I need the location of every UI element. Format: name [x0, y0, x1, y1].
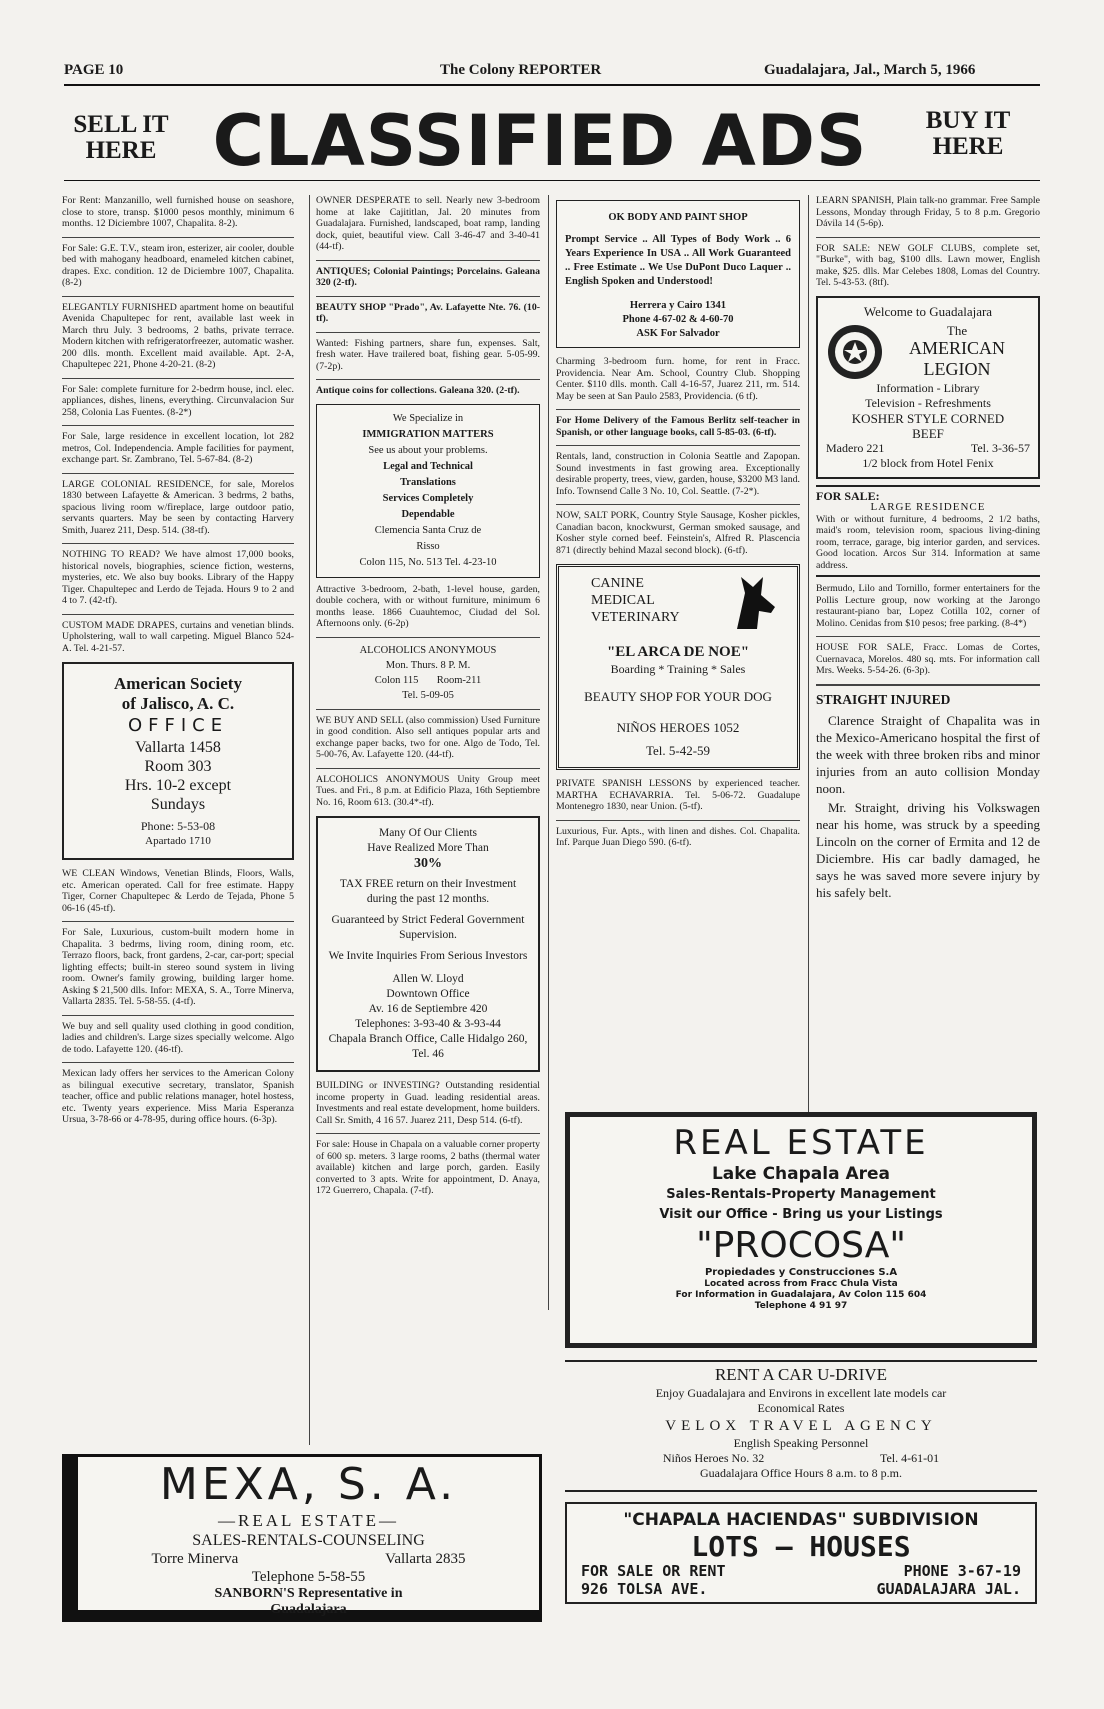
imm-line: Risso — [416, 540, 440, 552]
aa-address: Colon 115 — [374, 674, 419, 686]
legion-welcome: Welcome to Guadalajara — [863, 303, 993, 319]
article-paragraph: Mr. Straight, driving his Volkswagen near his home, was struck by a speeding Lincoln on the corner of Ermita and 12 de Diciembre. His car badly damaged, he says he was saved more severe injury by his safely belt. — [816, 799, 1040, 900]
society-hours: Hrs. 10-2 except — [124, 777, 232, 794]
society-hours-2: Sundays — [150, 796, 206, 813]
legion-legion: LEGION — [923, 359, 991, 379]
american-legion-ad — [816, 296, 1040, 479]
inv-branch: Chapala Branch Office, Calle Hidalgo 260, Tel. 46 — [328, 1033, 528, 1060]
classified-ad: For Sale: G.E. T.V., steam iron, esterizer, air cooler, double bed with mahogany headboard, enameled kitchen cabinet, drapes. Exc. condition. 12 de Diciembre 1007, Chapalita. (8-2) — [62, 242, 294, 288]
chapala-lots: LOTS — HOUSES — [691, 1530, 911, 1563]
classified-ad: Bermudo, Lilo and Tornillo, former entertainers for the Pollis Lecture group, now working at the Jarongo restaurant-piano bar, Lopez Cotilla 102, corner of Molino. Cenidas from $10 pesos; free parking. (8-4*) — [816, 583, 1040, 629]
classified-ad: HOUSE FOR SALE, Fracc. Lomas de Cortes, Cuernavaca, Morelos. 480 sq. mts. For information call Mrs. Weeks. 5-54-26. (6-3p). — [816, 642, 1040, 676]
society-office-label: OFFICE — [127, 715, 229, 736]
legion-american: AMERICAN — [908, 338, 1005, 358]
classified-ad: Wanted: Fishing partners, share fun, expenses. Salt, fresh water. Have trailered boat, fishing gear. 5-05-99. (7-2p). — [316, 337, 540, 372]
vet-beauty: BEAUTY SHOP FOR YOUR DOG — [584, 689, 772, 704]
chapala-phone: PHONE 3-67-19 — [903, 1562, 1021, 1580]
sell-it-line2: HERE — [85, 137, 157, 164]
society-name-1: American Society — [114, 674, 242, 693]
buy-it-tag — [908, 108, 1028, 160]
legion-the: The — [946, 323, 968, 338]
re-company: "PROCOSA" — [696, 1225, 906, 1266]
rent-a-car-ad — [565, 1360, 1037, 1492]
car-personnel: English Speaking Personnel — [733, 1436, 869, 1450]
inv-phones: Telephones: 3-93-40 & 3-93-44 — [355, 1018, 501, 1030]
classified-ad: For Rent: Manzanillo, well furnished house on seashore, close to store, transp. $1000 pesos monthly, minimum 6 months. 12 Diciembre 1007, Chapalita. 8-2). — [62, 195, 294, 229]
imm-line: Clemencia Santa Cruz de — [374, 524, 482, 536]
classified-ad: WE BUY AND SELL (also commission) Used Furniture in good condition. Also sell antiques popular arts and exchange paper backs, two for one. Algo de Todo, Tel. 5-00-76, Av. Lafayette 120. (44-tf). — [316, 714, 540, 760]
imm-line: Legal and Technical — [383, 460, 473, 472]
sell-it-line1: SELL IT — [73, 111, 169, 138]
mexa-building: Torre Minerva — [151, 1551, 239, 1567]
classified-ad: LARGE COLONIAL RESIDENCE, for sale, Morelos 1830 between Lafayette & American. 3 bedrms, 2 baths, spacious living room w/fireplace, large outdoor patio, servants quarters. May be seen by contacting Harvery Smith, Juarez 211, Desp. 514. (38-tf). — [62, 478, 294, 536]
dateline: Guadalajara, Jal., March 5, 1966 — [764, 62, 976, 78]
vet-line: CANINE — [591, 576, 644, 591]
legion-tv: Television - Refreshments — [865, 395, 991, 410]
article-paragraph: Clarence Straight of Chapalita was in the Mexico-Americano hospital the first of the week with three broken ribs and minor injuries from an auto collision Monday noon. — [816, 712, 1040, 796]
body-shop-text: Prompt Service .. All Types of Body Work .. 6 Years Experience In USA .. All Work Guaranteed .. Free Estimate .. We Use DuPont Duco Laquer .. English Spoken and Understood! — [565, 234, 791, 287]
article-headline: STRAIGHT INJURED — [816, 691, 951, 707]
classified-ad: BEAUTY SHOP "Prado", Av. Lafayette Nte. 76. (10-tf). — [316, 301, 540, 324]
classified-ad: ELEGANTLY FURNISHED apartment home on beautiful Avenida Chapultepec for rent, available last week in March thru July. 3 bedrooms, 2 baths, private terrace. Modern kitchen with refrigeratorfreezer, automatic washer. 200 dlls. month. Excellent maid available. Apt. 2-A, Chapultepec 221, Phone 4-20-21. (8-2) — [62, 301, 294, 370]
body-shop-title: OK BODY AND PAINT SHOP — [608, 212, 748, 223]
aa-room: Room-211 — [436, 674, 482, 686]
inv-line: We Invite Inquiries From Serious Investors — [328, 950, 528, 962]
imm-line: Dependable — [401, 508, 455, 520]
vet-line: VETERINARY — [591, 610, 680, 625]
inv-line: Have Realized More Than — [367, 842, 489, 854]
society-address: Vallarta 1458 — [135, 739, 221, 756]
buy-it-line1: BUY IT — [925, 107, 1011, 134]
classified-ad: LEARN SPANISH, Plain talk-no grammar. Free Sample Lessons, Monday through Friday, 5 to 8 p.m. Gregorio Dávila 14 (5-6p). — [816, 195, 1040, 229]
classified-ad: NOW, SALT PORK, Country Style Sausage, Kosher pickles, Canadian bacon, knockwurst, German smoked sausage, and Kosher style corned beef. Feinstein's, Alfred R. Plascencia 871 (directly behind Mazal second block). (6-tf). — [556, 510, 800, 556]
classified-ad: PRIVATE SPANISH LESSONS by experienced teacher. MARTHA ECHAVARRIA. Tel. 5-06-72. Guadalupe Montenegro 1830, near Union. (5-tf). — [556, 778, 800, 812]
classified-ad: Mexican lady offers her services to the American Colony as bilingual executive secretary, translator, Spanish teacher, office and public relations manager, hotel hostess, etc. Twenty years experience. Miss Maria Esperanza Ursua, 3-78-66 or 4-78-95, during office hours. (6-3p). — [62, 1068, 294, 1125]
sell-it-tag — [66, 112, 176, 164]
society-apartado: Apartado 1710 — [145, 835, 211, 847]
inv-line: Guaranteed by Strict Federal Government Supervision. — [331, 914, 525, 941]
car-rates: Economical Rates — [757, 1401, 845, 1415]
imm-line: We Specialize in — [392, 412, 464, 424]
classified-ad: For sale: House in Chapala on a valuable corner property of 600 sp. meters. 3 large rooms, 2 baths (thermal water available) kitchen and large porch, garden. Easily converted to 3 apts. Write for appointment, D. Anaya, 172 Guerrero, Chapala. (7-tf). — [316, 1139, 540, 1196]
vet-line: MEDICAL — [591, 593, 655, 608]
column-3 — [556, 200, 800, 856]
inv-line: Many Of Our Clients — [378, 827, 478, 839]
residence-for-sale: FOR SALE: — [816, 488, 880, 503]
american-society-ad — [62, 662, 294, 860]
mexa-sanborns: SANBORN'S Representative in — [214, 1586, 403, 1601]
residence-heading: LARGE RESIDENCE — [870, 501, 986, 513]
classified-ad: NOTHING TO READ? We have almost 17,000 books, historical novels, biographies, science fiction, westerns, mysteries, etc. We also buy books. Library of the Happy Tiger. Chapultepec and Lerdo de Tejada. Hours 9 to 2 and 4 to 7. (42-tf). — [62, 549, 294, 606]
body-shop-ad — [556, 200, 800, 348]
imm-line: Translations — [400, 476, 456, 488]
chapala-haciendas-ad — [565, 1502, 1037, 1604]
legion-location: 1/2 block from Hotel Fenix — [862, 455, 994, 470]
re-visit: Visit our Office - Bring us your Listings — [659, 1207, 943, 1222]
inv-percent: 30% — [414, 856, 442, 871]
page-title: CLASSIFIED ADS — [212, 100, 868, 182]
society-phone: Phone: 5-53-08 — [140, 819, 216, 833]
chapala-city: GUADALAJARA JAL. — [876, 1580, 1021, 1598]
re-services: Sales-Rentals-Property Management — [666, 1187, 936, 1202]
car-hours: Guadalajara Office Hours 8 a.m. to 8 p.m. — [699, 1466, 903, 1480]
mexa-title: MEXA, S. A. — [159, 1459, 458, 1510]
real-estate-ad — [565, 1112, 1037, 1348]
re-area: Lake Chapala Area — [711, 1164, 891, 1184]
classified-ad: CUSTOM MADE DRAPES, curtains and venetian blinds. Upholstering, wall to wall carpeting. Miguel Blanco 524-A. Tel. 4-21-57. — [62, 619, 294, 654]
classified-ad: ANTIQUES; Colonial Paintings; Porcelains. Galeana 320 (2-tf). — [316, 265, 540, 288]
inv-address: Av. 16 de Septiembre 420 — [368, 1003, 488, 1015]
mexa-services: SALES-RENTALS-COUNSELING — [192, 1532, 425, 1549]
inv-line: TAX FREE return on their Investment during the past 12 months. — [339, 878, 517, 905]
legion-phone: Tel. 3-36-57 — [970, 440, 1030, 455]
car-agency: VELOX TRAVEL AGENCY — [665, 1418, 937, 1434]
mexa-address: Vallarta 2835 — [385, 1551, 466, 1567]
chapala-sale: FOR SALE OR RENT — [581, 1562, 726, 1580]
chapala-title: "CHAPALA HACIENDAS" SUBDIVISION — [623, 1510, 979, 1530]
classified-ad: ALCOHOLICS ANONYMOUS Unity Group meet Tues. and Fri., 8 p.m. at Edificio Plaza, 16th Septiembre No. 16, Room 613. (30.4*-tf). — [316, 773, 540, 808]
re-phone: Telephone 4 91 97 — [754, 1301, 848, 1311]
column-1 — [62, 195, 294, 1133]
vet-name: "EL ARCA DE NOE" — [606, 644, 750, 660]
classified-ad: For Sale, Luxurious, custom-built modern home in Chapalita. 3 bedrms, living room, dining room, etc. Terrazo floors, back, front gardens, 2-car, car-port; special lighting effects; built-in stereo sound system in living room. Owner's family growing, building larger home. Asking $ 21,500 dlls. Infor: MEXA, S. A., Torre Minerva, Vallarta 2835. Tel. 5-58-55. (4-tf). — [62, 927, 294, 1007]
mexa-subtitle: —REAL ESTATE— — [217, 1511, 400, 1530]
legion-kosher: KOSHER STYLE CORNED — [851, 410, 1005, 426]
aa-schedule: Mon. Thurs. 8 P. M. — [385, 659, 471, 671]
imm-heading: IMMIGRATION MATTERS — [362, 428, 494, 440]
legion-info: Information - Library — [876, 380, 980, 395]
mexa-phone: Telephone 5-58-55 — [251, 1569, 366, 1585]
classified-ad: For Sale, large residence in excellent location, lot 282 metros, Col. Independencia. Ample facilities for payment, exchange part. Sr. Zambrano, Tel. 5-67-84. (8-2) — [62, 431, 294, 465]
column-2 — [316, 195, 540, 1204]
legion-address: Madero 221 — [826, 440, 885, 455]
car-phone: Tel. 4-61-01 — [879, 1451, 940, 1465]
classified-ad: WE CLEAN Windows, Venetian Blinds, Floors, Walls, etc. American operated. Call for free estimate. Happy Tiger, Corner Chapultepec & Lerdo de Tejada, Phone 5 06-16 (45-tf). — [62, 868, 294, 914]
body-shop-address: Herrera y Cairo 1341 — [629, 300, 727, 311]
re-company-full: Propiedades y Construcciones S.A — [704, 1267, 898, 1278]
large-residence-ad — [816, 485, 1040, 578]
society-room: Room 303 — [144, 758, 212, 775]
immigration-ad — [316, 404, 540, 578]
re-title: REAL ESTATE — [673, 1123, 929, 1163]
car-tagline: Enjoy Guadalajara and Environs in excellent late models car — [655, 1386, 947, 1400]
classified-ad: Charming 3-bedroom furn. home, for rent in Fracc. Providencia. Near Am. School, Country Club. Shopping Center. $110 dlls. month. Call 4-16-57, Juarez 211, rm. 514. May be seen at San Paulo 2583, Providencia. (6 tf). — [556, 356, 800, 402]
page-number: PAGE 10 — [64, 62, 124, 78]
residence-text: With or without furniture, 4 bedrooms, 2 1/2 baths, maid's room, television room, spacious living-dining room, terrace, garage, big interior garden, and services. Good location. Arcos Sur 314. Information at same address. — [816, 513, 1040, 571]
aa-title: ALCOHOLICS ANONYMOUS — [359, 644, 497, 656]
classified-ad: OWNER DESPERATE to sell. Nearly new 3-bedroom home at lake Cajititlan, Jal. 20 minutes from Guadalajara. Furnished, landscaped, boat ramp, landing dock, quiet, beautiful view. Call 3-46-47 and 3-40-41 (44-tf). — [316, 195, 540, 252]
chapala-address: 926 TOLSA AVE. — [581, 1580, 708, 1598]
aa-ad — [316, 643, 540, 703]
classified-ad: For Sale: complete furniture for 2-bedrm house, incl. elec. appliances, dishes, linens, everything. Circunvalacion Sur 258, Colonia Las Fuentes. (8-2*) — [62, 383, 294, 418]
news-article — [816, 691, 1040, 901]
dog-head-icon — [723, 573, 783, 633]
buy-it-line2: HERE — [932, 133, 1004, 160]
classified-ad: Rentals, land, construction in Colonia Seattle and Zapopan. Sound investments in fast growing area. Exceptionally desirable property, trees, view, garden, house, $3200 M3 land. Info. Townsend Calle 3 No. 10, Col. Seattle. (7-2*). — [556, 451, 800, 497]
newspaper-name: The Colony REPORTER — [440, 62, 602, 78]
legion-beef: BEEF — [912, 425, 944, 441]
vet-phone: Tel. 5-42-59 — [645, 743, 711, 758]
classified-ad: We buy and sell quality used clothing in good condition, ladies and children's. Large sizes specially welcome. Algo de todo. Lafayette 120. (46-tf). — [62, 1020, 294, 1055]
imm-line: Services Completely — [382, 492, 474, 504]
body-shop-phone: Phone 4-67-02 & 4-60-70 — [622, 314, 734, 325]
investment-ad — [316, 816, 540, 1072]
car-address: Niños Heroes No. 32 — [662, 1451, 765, 1465]
vet-address: NIÑOS HEROES 1052 — [616, 720, 740, 735]
car-title: RENT A CAR U-DRIVE — [714, 1365, 888, 1384]
american-legion-emblem-icon — [826, 323, 884, 381]
body-shop-contact: ASK For Salvador — [636, 328, 720, 339]
classified-ad: FOR SALE: NEW GOLF CLUBS, complete set, "Burke", with bag, $100 dlls. Lawn mower, English make, $25. dlls. Mar Celebes 1808, Lomas del Country. Tel. 5-43-53. (8tf). — [816, 242, 1040, 288]
inv-office: Downtown Office — [386, 988, 470, 1000]
classified-ad: Attractive 3-bedroom, 2-bath, 1-level house, garden, double cochera, with or without furniture, minimum 6 months lease. 1866 Cuauhtemoc, Ciudad del Sol. Afternoons only. (6-2p) — [316, 583, 540, 629]
classified-ad: Antique coins for collections. Galeana 320. (2-tf). — [316, 385, 520, 396]
classified-ad: Luxurious, Fur. Apts., with linen and dishes. Col. Chapalita. Inf. Parque Juan Diego 590. (6-tf). — [556, 825, 800, 848]
vet-services: Boarding * Training * Sales — [610, 662, 746, 676]
veterinary-ad — [556, 564, 800, 770]
inv-name: Allen W. Lloyd — [392, 973, 464, 985]
aa-phone: Tel. 5-09-05 — [402, 689, 454, 701]
society-name-2: of Jalisco, A. C. — [121, 694, 235, 713]
classified-ad: BUILDING or INVESTING? Outstanding residential income property in Guad. leading residential areas. Investments and real estate development, home builders. Call Sr. Smith, 4 16 57. Juarez 211, Desp 514. (6-tf). — [316, 1080, 540, 1126]
imm-contact: Colon 115, No. 513 Tel. 4-23-10 — [359, 556, 497, 568]
mexa-city: Guadalajara — [270, 1602, 347, 1617]
re-location: Located across from Fracc Chula Vista — [704, 1279, 898, 1289]
mexa-ad — [62, 1454, 542, 1622]
column-4 — [816, 195, 1040, 901]
re-info: For Information in Guadalajara, Av Colon 115 604 — [675, 1290, 927, 1300]
classified-ad: For Home Delivery of the Famous Berlitz self-teacher in Spanish, or other language books, call 5-85-03. (6-tf). — [556, 415, 800, 438]
imm-line: See us about your problems. — [368, 444, 488, 456]
